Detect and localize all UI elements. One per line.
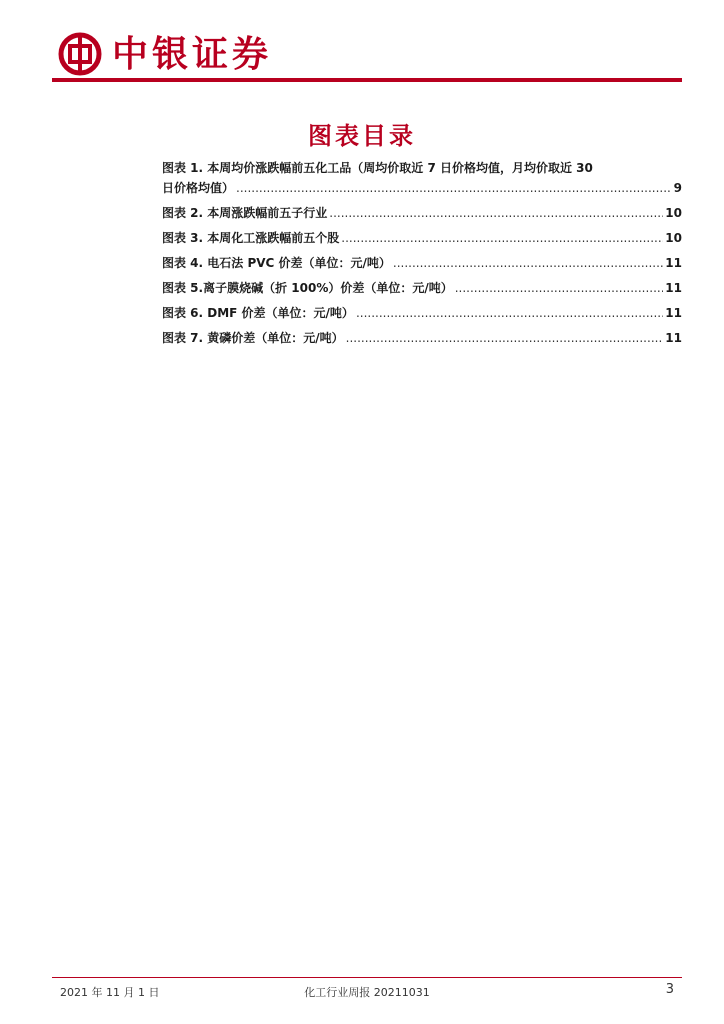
page-footer bbox=[52, 982, 682, 1002]
toc-entry-page: 11 bbox=[665, 331, 682, 345]
toc-entry-page: 10 bbox=[665, 231, 682, 245]
dot-leader bbox=[236, 178, 672, 198]
toc-entry-label: 图表 5.离子膜烧碱（折 100%）价差（单位：元/吨） bbox=[162, 281, 453, 295]
dot-leader bbox=[346, 328, 664, 348]
toc-entry-page: 11 bbox=[665, 256, 682, 270]
toc-entry-3[interactable] bbox=[162, 228, 682, 248]
dot-leader bbox=[455, 278, 664, 298]
dot-leader bbox=[329, 203, 663, 223]
toc-entry-page: 9 bbox=[673, 181, 682, 195]
bank-of-china-logo-icon bbox=[58, 32, 102, 76]
toc-entry-page: 11 bbox=[665, 306, 682, 320]
toc-entry-label: 日价格均值） bbox=[162, 181, 235, 195]
toc-entry-7[interactable] bbox=[162, 328, 682, 348]
toc-entry-4[interactable] bbox=[162, 253, 682, 273]
toc-entry-label: 图表 3. 本周化工涨跌幅前五个股 bbox=[162, 231, 340, 245]
dot-leader bbox=[393, 253, 663, 273]
footer-divider bbox=[52, 977, 682, 978]
report-date: 2021 年 11 月 1 日 bbox=[60, 986, 160, 999]
report-title: 化工行业周报 20211031 bbox=[304, 986, 430, 999]
page-number: 3 bbox=[665, 982, 674, 997]
header-divider bbox=[52, 78, 682, 82]
toc-entry-page: 11 bbox=[665, 281, 682, 295]
toc-entry-6[interactable] bbox=[162, 303, 682, 323]
brand-name: 中银证券 bbox=[112, 33, 273, 75]
toc-title: 图表目录 bbox=[308, 122, 416, 150]
toc-entry-label: 图表 6. DMF 价差（单位：元/吨） bbox=[162, 306, 354, 320]
toc-entry-label: 图表 7. 黄磷价差（单位：元/吨） bbox=[162, 331, 344, 345]
page-header bbox=[52, 28, 682, 82]
toc-list bbox=[162, 158, 682, 353]
toc-entry-1[interactable] bbox=[162, 158, 682, 198]
toc-entry-label-first-line: 图表 1. 本周均价涨跌幅前五化工品（周均价取近 7 日价格均值，月均价取近 30 bbox=[162, 161, 593, 175]
toc-entry-label: 图表 2. 本周涨跌幅前五子行业 bbox=[162, 206, 328, 220]
dot-leader bbox=[356, 303, 663, 323]
dot-leader bbox=[341, 228, 663, 248]
toc-entry-2[interactable] bbox=[162, 203, 682, 223]
toc-entry-5[interactable] bbox=[162, 278, 682, 298]
toc-entry-label: 图表 4. 电石法 PVC 价差（单位：元/吨） bbox=[162, 256, 391, 270]
toc-entry-page: 10 bbox=[665, 206, 682, 220]
